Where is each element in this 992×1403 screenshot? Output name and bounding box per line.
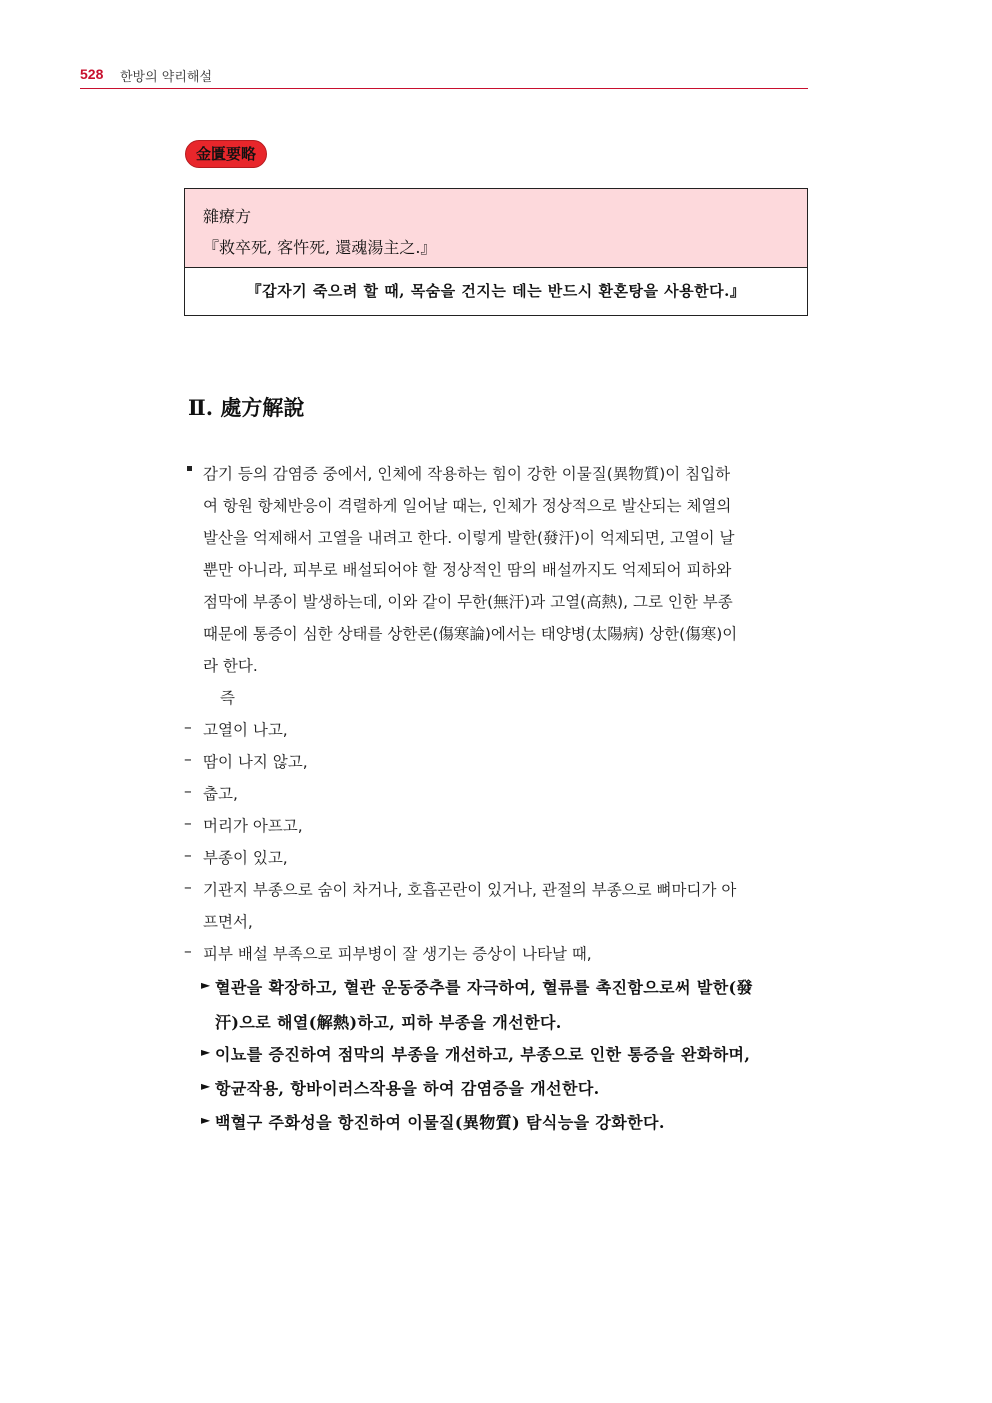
quote-box xyxy=(184,188,808,316)
body-line: 발산을 억제해서 고열을 내려고 한다. 이렇게 발한(發汗)이 억제되면, 고열이 날 xyxy=(203,529,735,547)
source-badge: 金匱要略 xyxy=(185,140,267,168)
page-header xyxy=(80,62,808,89)
section-title: Ⅱ. 處方解說 xyxy=(188,395,305,420)
dash-icon: – xyxy=(184,750,192,768)
body-line: 때문에 통증이 심한 상태를 상한론(傷寒論)에서는 태양병(太陽病) 상한(傷寒)이 xyxy=(203,625,738,643)
dash-icon: – xyxy=(184,718,192,736)
symptom-item-continued: 프면서, xyxy=(203,913,253,931)
arrow-right-icon: ► xyxy=(201,1079,211,1093)
symptom-item: 머리가 아프고, xyxy=(203,817,303,835)
body-line: 여 항원 항체반응이 격렬하게 일어날 때는, 인체가 정상적으로 발산되는 체열의 xyxy=(203,497,732,515)
effect-item-continued: 汗)으로 해열(解熱)하고, 피하 부종을 개선한다. xyxy=(215,1013,562,1032)
dash-icon: – xyxy=(184,814,192,832)
book-title: 한방의 약리해설 xyxy=(120,70,213,85)
arrow-right-icon: ► xyxy=(201,978,211,992)
effect-item: 혈관을 확장하고, 혈관 운동중추를 자극하여, 혈류를 촉진함으로써 발한(發 xyxy=(215,978,753,997)
body-line: 감기 등의 감염증 중에서, 인체에 작용하는 힘이 강한 이물질(異物質)이 침입하 xyxy=(203,465,731,483)
arrow-right-icon: ► xyxy=(201,1045,211,1059)
symptom-item: 부종이 있고, xyxy=(203,849,288,867)
connector-text: 즉 xyxy=(220,689,235,707)
symptom-item: 춥고, xyxy=(203,785,238,803)
effect-item: 백혈구 주화성을 항진하여 이물질(異物質) 탐식능을 강화한다. xyxy=(215,1113,665,1132)
body-line: 뿐만 아니라, 피부로 배설되어야 할 정상적인 땀의 배설까지도 억제되어 피하와 xyxy=(203,561,732,579)
effect-item: 이뇨를 증진하여 점막의 부종을 개선하고, 부종으로 인한 통증을 완화하며, xyxy=(215,1045,751,1064)
arrow-right-icon: ► xyxy=(201,1113,211,1127)
quote-original-text: 『救卒死, 客忤死, 還魂湯主之.』 xyxy=(203,238,437,257)
effect-item: 항균작용, 항바이러스작용을 하여 감염증을 개선한다. xyxy=(215,1079,600,1098)
page-number: 528 xyxy=(80,66,104,82)
dash-icon: – xyxy=(184,878,192,896)
symptom-item: 고열이 나고, xyxy=(203,721,288,739)
dash-icon: – xyxy=(184,782,192,800)
dash-icon: – xyxy=(184,942,192,960)
symptom-item: 피부 배설 부족으로 피부병이 잘 생기는 증상이 나타날 때, xyxy=(203,945,592,963)
symptom-item: 기관지 부종으로 숨이 차거나, 호흡곤란이 있거나, 관절의 부종으로 뼈마디가 아 xyxy=(203,881,737,899)
body-line: 점막에 부종이 발생하는데, 이와 같이 무한(無汗)과 고열(高熱), 그로 인한 부종 xyxy=(203,593,733,611)
bullet-square-icon xyxy=(187,466,192,471)
quote-chapter: 雜療方 xyxy=(203,207,252,226)
body-line: 라 한다. xyxy=(203,657,258,675)
dash-icon: – xyxy=(184,846,192,864)
quote-translation: 『갑자기 죽으려 할 때, 목숨을 건지는 데는 반드시 환혼탕을 사용한다.』 xyxy=(246,282,746,300)
symptom-item: 땀이 나지 않고, xyxy=(203,753,308,771)
quote-original-panel xyxy=(185,189,807,268)
